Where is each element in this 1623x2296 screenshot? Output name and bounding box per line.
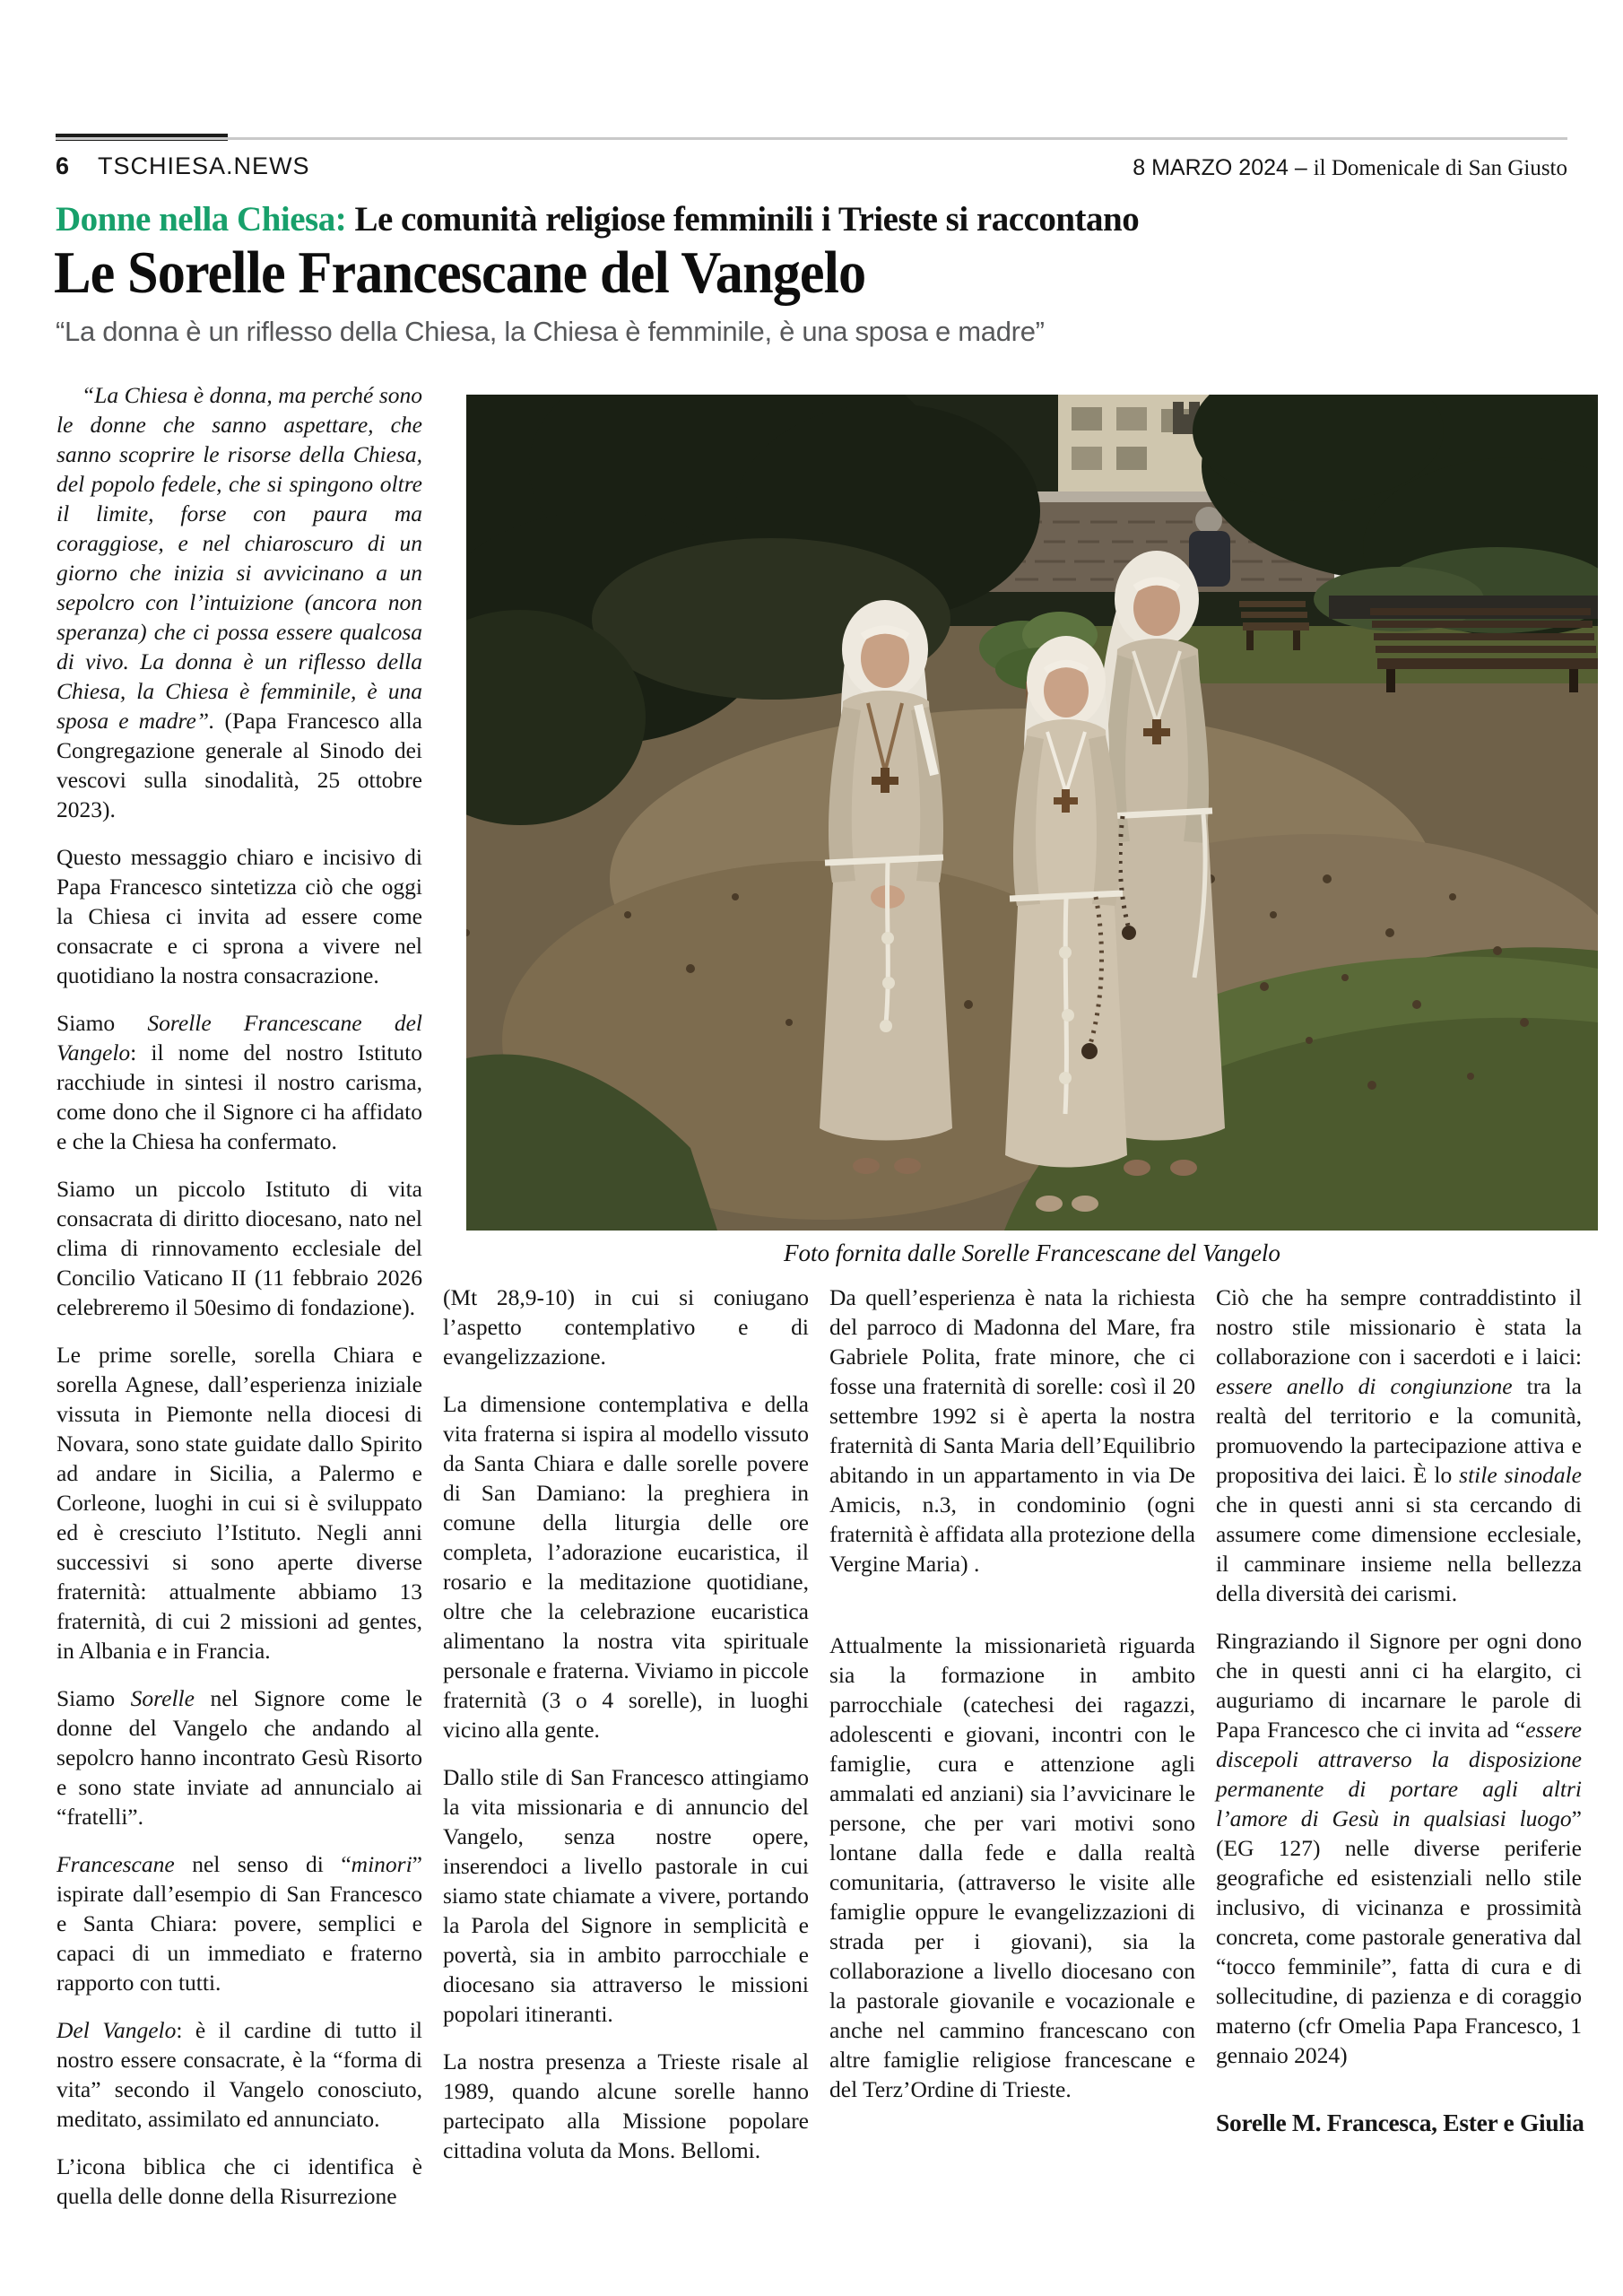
article-paragraph: Dallo stile di San Francesco attingiamo la vita missionaria e di annuncio del Vangelo, senza nostre opere, inserendoci a livello pastorale in cui siamo state chiamate a vivere, portando la Parola del Signore in semplicità e povertà, sia in ambito parrocchiale e diocesano sia attraverso le missioni popolari itineranti. bbox=[443, 1764, 809, 2027]
masthead-title: TSCHIESA.NEWS bbox=[98, 152, 310, 179]
article-column-2 bbox=[443, 1283, 809, 2183]
page-number: 6 bbox=[56, 152, 70, 179]
article-paragraph: Siamo un piccolo Istituto di vita consacrata di diritto diocesano, nato nel clima di rinnovamento ecclesiale del Concilio Vaticano II (11 febbraio 2026 celebreremo il 50esimo di fondazione). bbox=[56, 1176, 422, 1320]
article-paragraph: “La Chiesa è donna, ma perché sono le donne che sanno aspettare, che sanno scoprire le risorse della Chiesa, del popolo fedele, che si spingono oltre il limite, forse con paura ma coraggiose, e nel chiaroscuro di un giorno che inizia si avvicinano a un sepolcro con l’intuizione (ancora non speranza) che ci possa essere qualcosa di vivo. La donna è un riflesso della Chiesa, la Chiesa è femminile, è una sposa e madre”. (Papa Francesco alla Congregazione generale al Sinodo dei vescovi sulla sinodalità, 25 ottobre 2023). bbox=[56, 382, 422, 822]
photo-parapet bbox=[1329, 596, 1598, 619]
article-paragraph: Le prime sorelle, sorella Chiara e sorella Agnese, dall’esperienza iniziale vissuta in Piemonte nella diocesi di Novara, sono state guidate dallo Spirito ad andare in Sicilia, a Palermo e Corleone, luoghi in cui si è sviluppato ed è cresciuto l’Istituto. Negli anni successivi si sono aperte diverse fraternità: attualmente abbiamo 13 fraternità, di cui 2 missioni ad gentes, in Albania e in Francia. bbox=[56, 1342, 422, 1664]
photo-illustration bbox=[466, 395, 1598, 1231]
article-column-1 bbox=[56, 380, 422, 2229]
article-paragraph: Ciò che ha sempre contraddistinto il nostro stile missionario è stata la collaborazione con i sacerdoti e i laici: essere anello di congiunzione tra la realtà del territorio e la comunità, promuovendo la partecipazione attiva e propositiva dei laici. È lo stile sinodale che in questi anni si sta cercando di assumere come dimensione ecclesiale, il camminare insieme nella bellezza della diversità dei carismi. bbox=[1216, 1284, 1582, 1606]
article-column-4 bbox=[1216, 1283, 1582, 2137]
article-paragraph: La nostra presenza a Trieste risale al 1989, quando alcune sorelle hanno partecipato alla Missione popolare cittadina voluta da Mons. Bellomi. bbox=[443, 2048, 809, 2163]
article-paragraph: (Mt 28,9-10) in cui si coniugano l’aspetto contemplativo e di evangelizzazione. bbox=[443, 1284, 809, 1370]
article-paragraph: Attualmente la missionarietà riguarda sia la formazione in ambito parrocchiale (catechesi dei ragazzi, adolescenti e giovani, incontri con le famiglie, cura e attenzione agli ammalati ed anziani) sia l’avvicinare le persone, che per vari motivi sono lontane dalla fede e dalla realtà comunitaria, (attraverso le visite alle famiglie oppure le evangelizzazioni di strada per i giovani), sia la collaborazione a livello diocesano con la pastorale giovanile e vocazionale e anche nel cammino francescano con altre famiglie religiose francescane e del Terz’Ordine di Trieste. bbox=[829, 1632, 1195, 2102]
article-paragraph: L’icona biblica che ci identifica è quella delle donne della Risurrezione bbox=[56, 2153, 422, 2209]
header-rule bbox=[56, 137, 1567, 140]
header-right bbox=[1133, 155, 1567, 181]
publication-name: il Domenicale di San Giusto bbox=[1313, 156, 1567, 180]
issue-date: 8 MARZO 2024 – bbox=[1133, 155, 1314, 180]
article-title: Le Sorelle Francescane del Vangelo bbox=[54, 239, 866, 306]
article-subtitle: “La donna è un riflesso della Chiesa, la Chiesa è femminile, è una sposa e madre” bbox=[56, 316, 1045, 347]
article-paragraph: Del Vangelo: è il cardine di tutto il nostro essere consacrate, è la “forma di vita” secondo il Vangelo conosciuto, meditato, assimilato ed annunciato. bbox=[56, 2017, 422, 2132]
article-paragraph: Francescane nel senso di “minori” ispirate dall’esempio di San Francesco e Santa Chiara: povere, semplici e capaci di un immediato e fraterno rapporto con tutti. bbox=[56, 1851, 422, 1996]
article-paragraph: Siamo Sorelle Francescane del Vangelo: il nome del nostro Istituto racchiude in sintesi il nostro carisma, come dono che il Signore ci ha affidato e che la Chiesa ha confermato. bbox=[56, 1010, 422, 1154]
article-column-3 bbox=[829, 1283, 1195, 2122]
photo-caption: Foto fornita dalle Sorelle Francescane del Vangelo bbox=[784, 1239, 1280, 1266]
article-paragraph: Ringraziando il Signore per ogni dono che in questi anni ci ha elargito, ci auguriamo di incarnare le parole di Papa Francesco che ci invita ad “essere discepoli attraverso la disposizione permanente di portare agli altri l’amore di Gesù in qualsiasi luogo” (EG 127) nelle diverse periferie geografiche ed esistenziali nello stile inclusivo, di vicinanza e prossimità concreta, come pastorale generativa dal “tocco femminile”, fatta di cura e di sollecitudine, di pazienza e di coraggio materno (cfr Omelia Papa Francesco, 1 gennaio 2024) bbox=[1216, 1628, 1582, 2068]
author-signature: Sorelle M. Francesca, Ester e Giulia bbox=[1216, 2109, 1584, 2136]
article-paragraph: La dimensione contemplativa e della vita fraterna si ispira al modello vissuto da Santa Chiara e dalle sorelle povere di San Damiano: la preghiera in comune della liturgia delle ore completa, l’adorazione eucaristica, il rosario e la meditazione quotidiane, oltre che la celebrazione eucaristica alimentano la nostra vita spirituale personale e fraterna. Viviamo in piccole fraternità (3 o 4 sorelle), in luoghi vicino alla gente. bbox=[443, 1391, 809, 1743]
article-photo bbox=[466, 395, 1598, 1231]
article-paragraph: Questo messaggio chiaro e incisivo di Papa Francesco sintetizza ciò che oggi la Chiesa ci invita ad essere come consacrate e ci sprona a vivere nel quotidiano la nostra consacrazione. bbox=[56, 844, 422, 988]
article-paragraph: Siamo Sorelle nel Signore come le donne del Vangelo che andando al sepolcro hanno incontrato Gesù Risorto e sono state inviate ad annuncialo ai “fratelli”. bbox=[56, 1685, 422, 1830]
kicker bbox=[56, 199, 1139, 239]
kicker-highlight: Donne nella Chiesa: bbox=[56, 200, 347, 239]
header-left bbox=[56, 152, 310, 180]
kicker-rest: Le comunità religiose femminili i Trieste si raccontano bbox=[346, 200, 1140, 239]
article-paragraph: Da quell’esperienza è nata la richiesta del parroco di Madonna del Mare, fra Gabriele Polita, frate minore, che ci fosse una fraternità di sorelle: così il 20 settembre 1992 si è aperta la nostra fraternità di Santa Maria dell’Equilibrio abitando in un appartamento in via De Amicis, n.3, in condominio (ogni fraternità è affidata alla protezione della Vergine Maria) . bbox=[829, 1284, 1195, 1577]
